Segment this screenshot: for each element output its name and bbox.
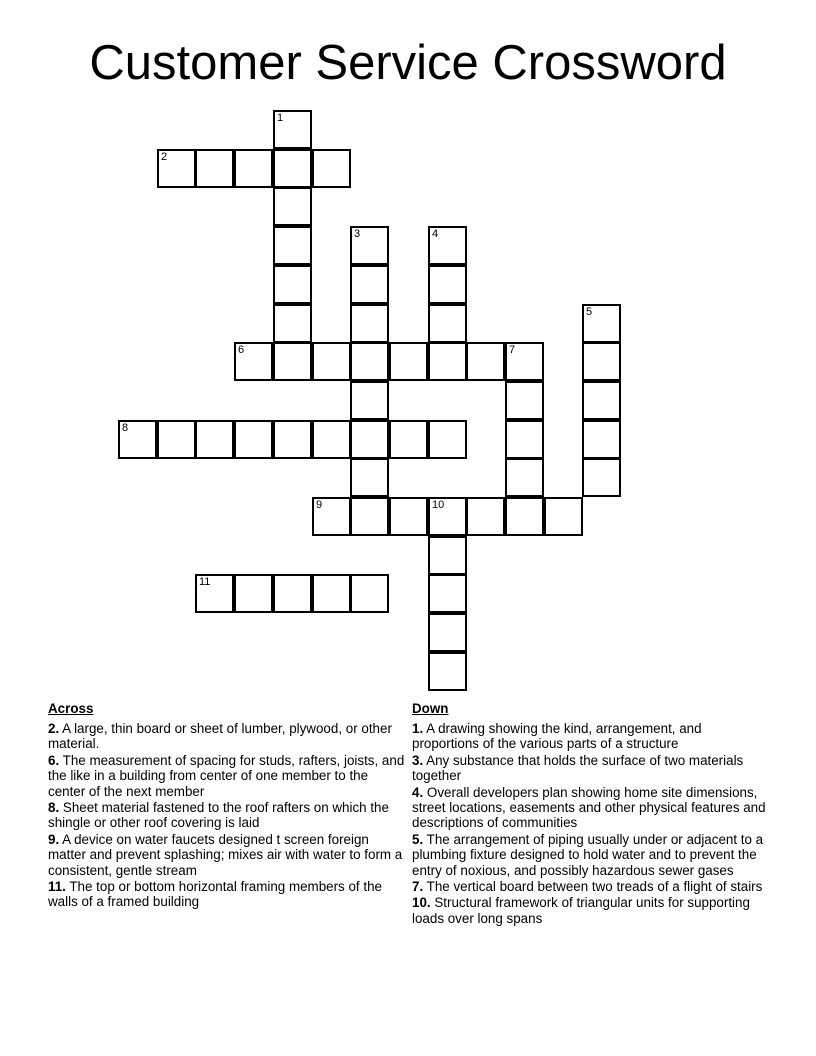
clue-text: A drawing showing the kind, arrangement, and proportions of the various parts of a structure [412,721,702,752]
grid-cell[interactable] [312,420,351,459]
grid-cell[interactable] [157,149,196,188]
grid-cell[interactable] [389,497,428,536]
grid-cell[interactable] [273,149,312,188]
grid-cell[interactable] [466,497,505,536]
clue-text: The measurement of spacing for studs, rafters, joists, and the like in a building from center of one member to the center of the next member [48,752,405,799]
clue-down-1 [412,721,768,752]
grid-cell[interactable] [350,265,389,304]
grid-cell[interactable] [273,187,312,226]
grid-cell[interactable] [350,226,389,265]
grid-cell[interactable] [350,497,389,536]
grid-cell[interactable] [428,574,467,613]
grid-cell[interactable] [195,149,234,188]
grid-cell[interactable] [582,458,621,497]
grid-cell[interactable] [350,420,389,459]
cell-number: 6 [238,344,245,356]
grid-cell[interactable] [505,420,544,459]
grid-cell[interactable] [273,420,312,459]
down-heading: Down [412,701,449,716]
clue-text: A large, thin board or sheet of lumber, plywood, or other material. [48,721,392,752]
clue-text: Overall developers plan showing home site dimensions, street locations, easements and other physical features and descriptions of communities [412,784,766,831]
grid-cell[interactable] [350,574,389,613]
clue-down-5 [412,832,768,878]
clue-number: 6. [48,752,60,768]
grid-cell[interactable] [582,420,621,459]
clue-down-10 [412,895,768,926]
clue-number: 3. [412,752,424,768]
grid-cell[interactable] [273,226,312,265]
grid-cell[interactable] [505,342,544,381]
clue-number: 2. [48,721,60,736]
grid-cell[interactable] [389,342,428,381]
grid-cell[interactable] [505,381,544,420]
clue-number: 9. [48,831,60,847]
clue-number: 8. [48,800,60,816]
grid-cell[interactable] [312,574,351,613]
cell-number: 10 [432,499,445,511]
grid-cell[interactable] [428,226,467,265]
clue-text: Structural framework of triangular units for supporting loads over long spans [412,895,750,926]
grid-cell[interactable] [350,458,389,497]
clue-down-4 [412,785,768,831]
cell-number: 1 [277,112,284,124]
cell-number: 9 [316,499,323,511]
grid-cell[interactable] [273,304,312,343]
clue-number: 1. [412,721,424,736]
cell-number: 11 [199,576,211,588]
grid-cell[interactable] [389,420,428,459]
grid-cell[interactable] [312,149,351,188]
across-heading: Across [48,701,94,716]
grid-cell[interactable] [582,304,621,343]
page-title: Customer Service Crossword [89,36,727,90]
grid-cell[interactable] [350,381,389,420]
grid-cell[interactable] [234,420,273,459]
grid-cell[interactable] [234,574,273,613]
grid-cell[interactable] [544,497,583,536]
clue-text: Any substance that holds the surface of two materials together [412,752,744,784]
grid-cell[interactable] [428,342,467,381]
across-clues [48,700,406,911]
cell-number: 7 [509,344,516,356]
clue-across-11 [48,879,406,910]
clue-number: 7. [412,879,424,895]
clue-down-7 [412,879,768,894]
clue-text: The arrangement of piping usually under or adjacent to a plumbing fixture designed to hold water and to prevent the entry of noxious, and possibly hazardous sewer gases [412,831,764,878]
grid-cell[interactable] [195,420,234,459]
clue-across-8 [48,800,406,831]
cell-number: 3 [354,228,361,240]
grid-cell[interactable] [118,420,157,459]
clue-number: 4. [412,784,424,800]
grid-cell[interactable] [273,342,312,381]
grid-cell[interactable] [273,574,312,613]
cell-number: 5 [586,306,593,318]
grid-cell[interactable] [428,304,467,343]
cell-number: 2 [161,151,168,163]
grid-cell[interactable] [428,420,467,459]
cell-number: 4 [432,228,439,240]
grid-cell[interactable] [428,265,467,304]
clue-number: 10. [412,895,431,911]
clue-number: 11. [48,879,66,895]
grid-cell[interactable] [273,265,312,304]
clue-across-2 [48,721,406,752]
clue-text: The top or bottom horizontal framing members of the walls of a framed building [48,879,382,910]
grid-cell[interactable] [428,536,467,575]
grid-cell[interactable] [312,342,351,381]
clue-number: 5. [412,831,424,847]
grid-cell[interactable] [505,458,544,497]
grid-cell[interactable] [273,110,312,149]
grid-cell[interactable] [312,497,351,536]
grid-cell[interactable] [428,497,467,536]
grid-cell[interactable] [350,342,389,381]
grid-cell[interactable] [195,574,234,613]
grid-cell[interactable] [234,342,273,381]
grid-cell[interactable] [234,149,273,188]
clue-text: Sheet material fastened to the roof rafters on which the shingle or other roof covering is laid [48,800,389,831]
clue-text: The vertical board between two treads of a flight of stairs [426,879,763,895]
grid-cell[interactable] [350,304,389,343]
clue-down-3 [412,753,768,784]
down-clues [412,700,768,927]
grid-cell[interactable] [582,381,621,420]
grid-cell[interactable] [466,342,505,381]
grid-cell[interactable] [428,613,467,652]
clue-across-9 [48,832,406,878]
clue-across-6 [48,753,406,799]
grid-cell[interactable] [428,652,467,691]
clue-text: A device on water faucets designed t screen foreign matter and prevent splashing; mixes air with water to form a consistent, gentle stream [48,831,403,878]
grid-cell[interactable] [582,342,621,381]
grid-cell[interactable] [157,420,196,459]
grid-cell[interactable] [505,497,544,536]
cell-number: 8 [122,422,129,434]
